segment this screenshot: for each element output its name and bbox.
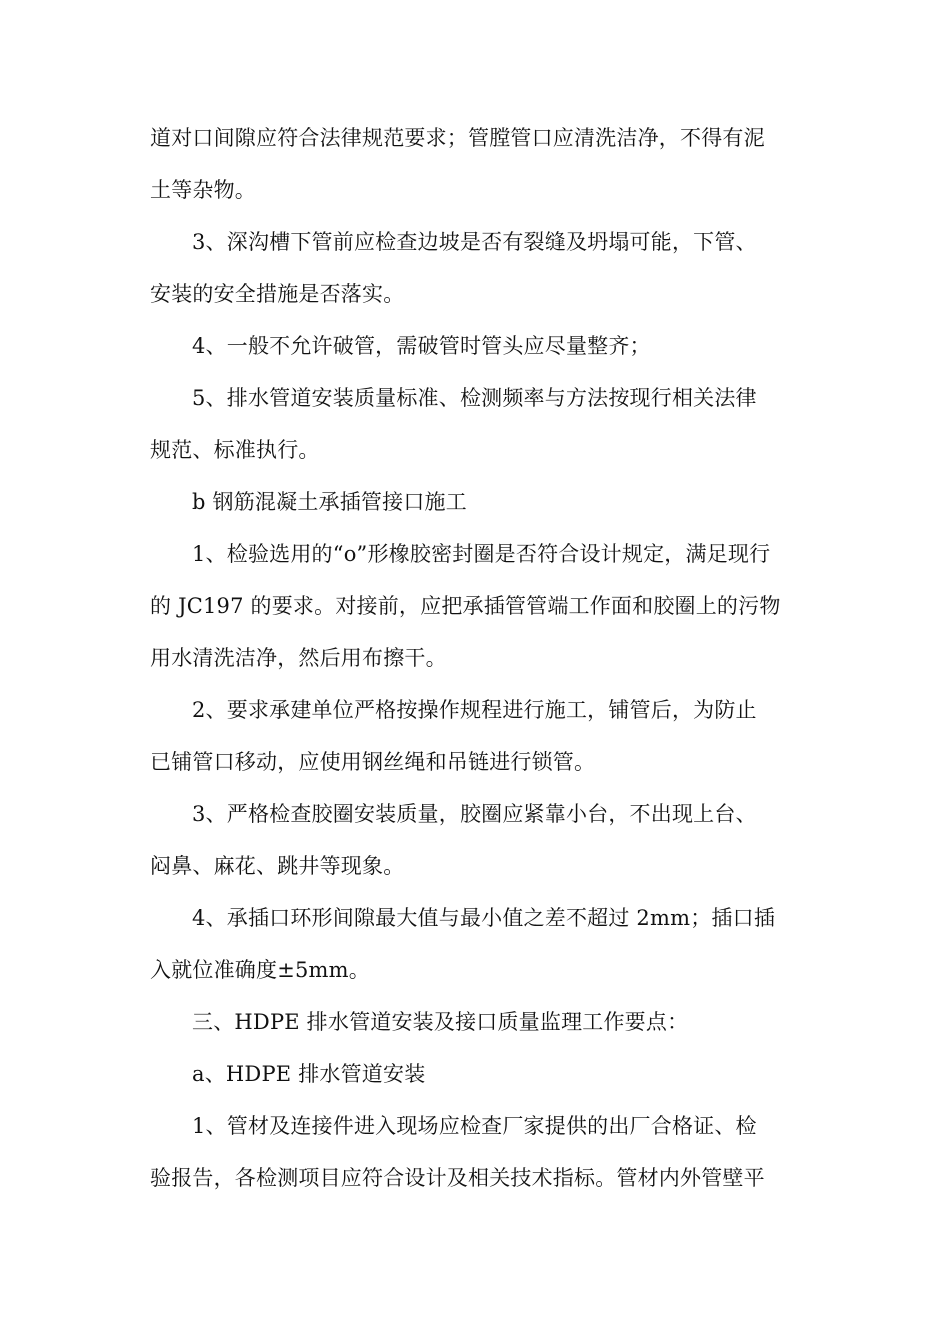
- section-heading: 三、HDPE 排水管道安装及接口质量监理工作要点：: [192, 1010, 689, 1034]
- text-line: 规范、标准执行。: [150, 438, 320, 462]
- document-page: [150, 112, 800, 1204]
- subsection-heading: a、HDPE 排水管道安装: [192, 1062, 426, 1086]
- text-line: 3、严格检查胶圈安装质量，胶圈应紧靠小台，不出现上台、: [192, 802, 757, 826]
- text-line: 用水清洗洁净，然后用布擦干。: [150, 646, 447, 670]
- text-line: 5、排水管道安装质量标准、检测频率与方法按现行相关法律: [192, 386, 757, 410]
- text-line: 1、管材及连接件进入现场应检查厂家提供的出厂合格证、检: [192, 1114, 757, 1138]
- text-line: 入就位准确度±5mm。: [150, 958, 370, 982]
- text-line: 已铺管口移动，应使用钢丝绳和吊链进行锁管。: [150, 750, 596, 774]
- text-line: 4、承插口环形间隙最大值与最小值之差不超过 2mm；插口插: [192, 906, 776, 930]
- text-line: 4、一般不允许破管，需破管时管头应尽量整齐；: [192, 334, 651, 358]
- text-line: 安装的安全措施是否落实。: [150, 282, 405, 306]
- section-heading: b 钢筋混凝土承插管接口施工: [192, 490, 467, 514]
- text-line: 2、要求承建单位严格按操作规程进行施工，铺管后，为防止: [192, 698, 757, 722]
- text-line: 验报告，各检测项目应符合设计及相关技术指标。管材内外管壁平: [150, 1166, 765, 1190]
- text-line: 土等杂物。: [150, 178, 256, 202]
- text-line: 的 JC197 的要求。对接前，应把承插管管端工作面和胶圈上的污物: [150, 594, 781, 618]
- text-line: 道对口间隙应符合法律规范要求；管膛管口应清洗洁净，不得有泥: [150, 126, 765, 150]
- text-line: 闷鼻、麻花、跳井等现象。: [150, 854, 405, 878]
- text-line: 3、深沟槽下管前应检查边坡是否有裂缝及坍塌可能，下管、: [192, 230, 757, 254]
- text-line: 1、检验选用的“o”形橡胶密封圈是否符合设计规定，满足现行: [192, 542, 771, 566]
